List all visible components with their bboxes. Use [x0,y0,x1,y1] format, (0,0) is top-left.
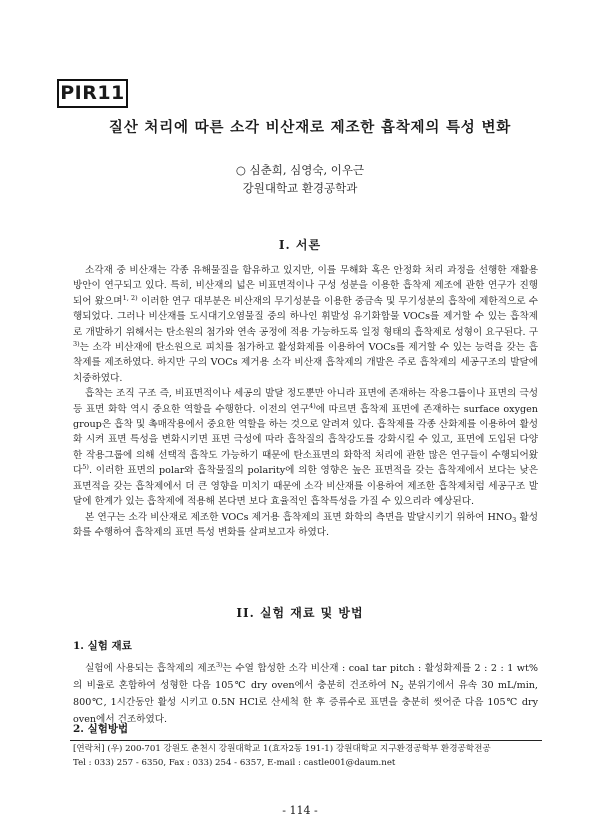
citation: 5) [82,463,89,472]
affiliation: 강원대학교 환경공학과 [242,181,358,195]
intro-paragraph-2: 흡착는 조직 구조 즉, 비표면적이나 세공의 발달 정도뿐만 아니라 표면에 존재하는 작용그룹이나 표면의 극성 등 표면 화학 역시 중요한 역할을 수행한다. 이전의 연구$^{4)}$에 따르면 흡착제 표면에 존재하는 surface oxygen group은 흡착 및 촉매작용에서 중요한 역할을 하는 것으로 알려져 있다. 흡착제를 각종 산화제를 이용하여 활성화 시켜 표면 특성을 변화시키면 표면 극성에 따라 흡착질의 흡착강도를 강화시킬 수 있고, 표면에 도입된 다양한 작용그룹에 의해 선택적 흡착도 가능하기 때문에 탄소표면의 화학적 처리에 관한 많은 연구들이 수행되어왔다$^{5)}$. 이러한 표면의 polar와 흡착물질의 polarity에 의한 영향은 높은 표면적을 갖는 흡착제에서 보다는 낮은 표면적을 갖는 흡착제에서 더 큰 영향을 미치기 때문에 소각 비산재를 이용하여 제조한 흡착제처럼 세공구조 발달에 한계가 있는 흡착제에 적용해 본다면 보다 효율적인 흡착특성을 가질 수 있으리라 예상된다. [73,388,538,508]
materials-paragraph: 실험에 사용되는 흡착제의 제조$^{3)}$는 수열 합성한 소각 비산재 : coal tar pitch : 활성화제를 2 : 2 : 1 wt%의 비율로 혼합하여 성형한 다음 105℃ dry oven에서 충분히 건조하여 $N_2$ 분위기에서 유속 30 mL/min, 800℃, 1시간동안 활성 시키고 0.5N HCl로 산세척 한 후 증류수로 표면을 충분히 씻어준 다음 105℃ dry oven에서 건조하였다. [73,661,538,725]
intro-body [73,263,538,540]
materials-body [73,660,538,728]
intro-heading: I. 서론 [278,238,322,252]
intro-paragraph-1: 소각재 중 비산재는 각종 유해물질을 함유하고 있지만, 이를 무해화 혹은 안정화 처리 과정을 선행한 재활용 방안이 연구되고 있다. 특히, 비산재의 넓은 비표면적이나 구성 성분을 이용한 흡착제 제조에 관한 연구가 진행되어 왔으며$^{1, 2)}$ 이러한 연구 대부분은 비산재의 무기성분을 이용한 중금속 및 무기성분의 흡착에 제한적으로 수행되었다. 그러나 비산재를 도시대기오염물질 중의 하나인 휘발성 유기화합물 VOCs를 제거할 수 있는 흡착제로 개발하기 위해서는 탄소원의 첨가와 연속 공정에 적용 가능하도록 일정 형태의 흡착제로 성형이 요구된다. 구$^{3)}$는 소각 비산재에 탄소원으로 피치를 첨가하고 활성화제를 이용하여 VOCs를 제거할 수 있는 능력을 갖는 흡착제를 제조하였다. 하지만 구의 VOCs 제거용 소각 비산재 흡착제의 개발은 주로 흡착제의 세공구조의 발달에 치중하였다. [73,265,538,384]
intro-paragraph-3: 본 연구는 소각 비산재로 제조한 VOCs 제거용 흡착제의 표면 화학의 측면을 발달시키기 위하여 $HNO_3$ 활성화를 수행하여 흡착제의 표면 특성 변화를 살펴보고자 하였다. [73,511,538,538]
citation: 3) [73,340,80,349]
footer-divider [70,740,542,741]
citation: 4) [309,401,316,410]
materials-subheading: 1. 실험 재료 [73,640,132,652]
citation: 3) [215,661,223,669]
method-subheading: 2. 실험방법 [73,723,129,735]
author-list: ○ 심춘희, 심영숙, 이우근 [235,163,365,177]
abstract-id-tag: PIR11 [57,79,128,108]
citation: 1, 2) [122,293,138,302]
methods-heading: II. 실험 재료 및 방법 [236,606,364,620]
page-number: - 114 - [282,804,318,817]
paper-title: 질산 처리에 따른 소각 비산재로 제조한 흡착제의 특성 변화 [108,119,512,136]
contact-address: [연락처] (우) 200-701 강원도 춘천시 강원대학교 1(효자2동 191-1) 강원대학교 지구환경공학부 환경공학전공 [73,744,491,754]
contact-phone-email: Tel : 033) 257 - 6350, Fax : 033) 254 - 6357, E-mail : castle001@daum.net [73,758,396,768]
